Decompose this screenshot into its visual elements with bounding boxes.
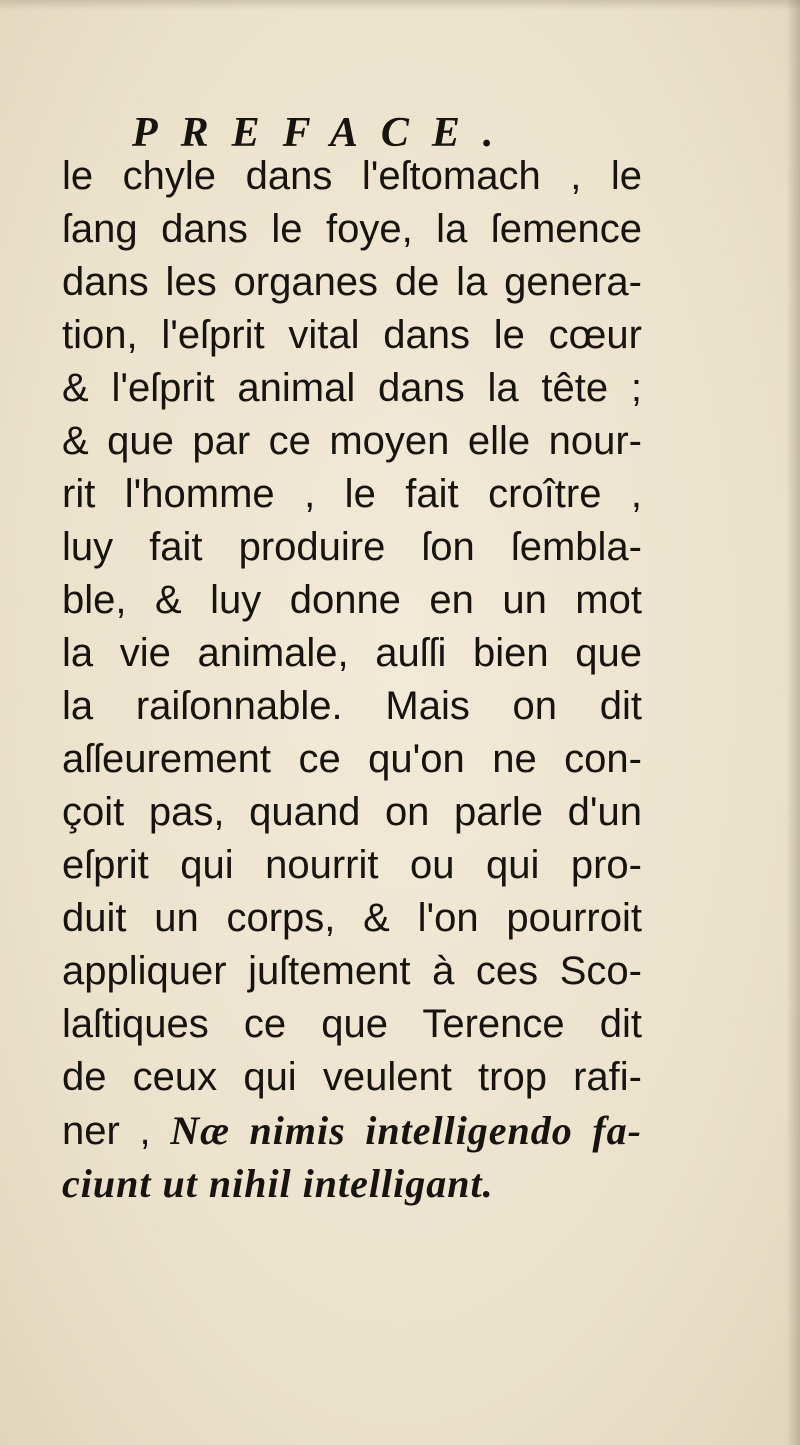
page-right-shadow	[786, 0, 800, 1445]
page-top-shadow	[0, 0, 800, 10]
text-line-5: & l'eſprit animal dans la tête ;	[62, 366, 642, 410]
text-line-7: rit l'homme , le fait croître ,	[62, 472, 642, 516]
running-head-title: PREFACE.	[132, 110, 517, 156]
page-text	[62, 150, 642, 1210]
text-line-11: la raiſonnable. Mais on dit	[62, 684, 642, 728]
text-line-18: de ceux qui veulent trop rafi-	[62, 1055, 642, 1099]
latin-quote-part-2: ciunt ut nihil intelligant.	[62, 1161, 494, 1206]
text-line-13: çoit pas, quand on parle d'un	[62, 790, 642, 834]
text-line-20	[62, 1157, 642, 1210]
text-line-14: eſprit qui nourrit ou qui pro-	[62, 843, 642, 887]
text-line-3: dans les organes de la genera-	[62, 260, 642, 304]
text-line-1: le chyle dans l'eſtomach , le	[62, 154, 642, 198]
text-line-17: laſtiques ce que Terence dit	[62, 1002, 642, 1046]
text-line-16: appliquer juſtement à ces Sco-	[62, 949, 642, 993]
text-line-9: ble, & luy donne en un mot	[62, 578, 642, 622]
text-line-19	[62, 1104, 642, 1157]
text-line-6: & que par ce moyen elle nour-	[62, 419, 642, 463]
text-line-2: ſang dans le foye, la ſemence	[62, 207, 642, 251]
text-line-19-french: ner ,	[62, 1109, 151, 1153]
text-line-8: luy fait produire ſon ſembla-	[62, 525, 642, 569]
text-line-15: duit un corps, & l'on pourroit	[62, 896, 642, 940]
text-line-10: la vie animale, auſſi bien que	[62, 631, 642, 675]
text-line-4: tion, l'eſprit vital dans le cœur	[62, 313, 642, 357]
latin-quote-part-1: Næ nimis intelligendo fa-	[170, 1108, 642, 1153]
text-line-12: aſſeurement ce qu'on ne con-	[62, 737, 642, 781]
